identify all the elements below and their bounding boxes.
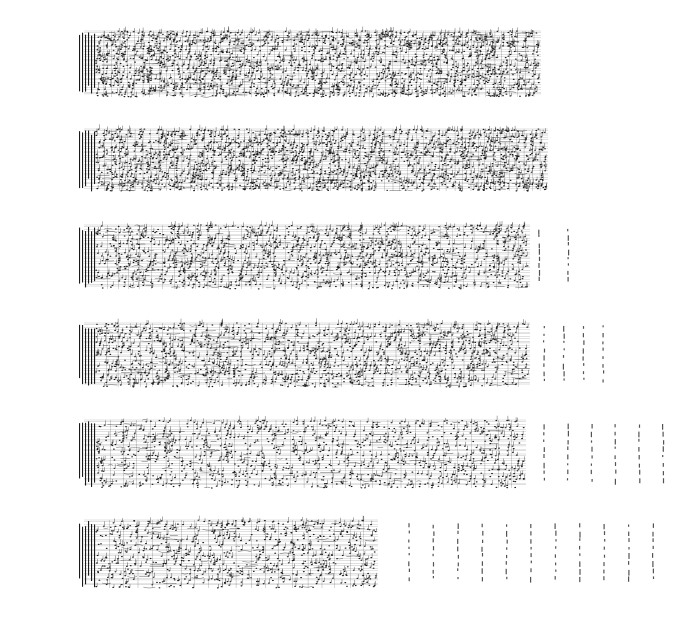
- score-strip-row-1: [78, 28, 541, 100]
- score-strip-row-6: [78, 517, 378, 591]
- score-strip-row-4: [78, 320, 530, 390]
- score-strip-row-4-graphic: [78, 320, 530, 390]
- score-strip-row-2-graphic: [78, 126, 548, 194]
- staff-stubs-row-6: [405, 520, 655, 590]
- score-strip-row-3-graphic: [78, 222, 530, 292]
- score-strip-row-3: [78, 222, 530, 292]
- staff-stubs-row-4-graphic: [540, 322, 605, 392]
- staff-stubs-row-4: [540, 322, 605, 392]
- staff-stubs-row-3: [535, 225, 570, 290]
- staff-stubs-row-5: [540, 420, 665, 492]
- score-strip-row-1-graphic: [78, 28, 541, 100]
- staff-stubs-row-5-graphic: [540, 420, 665, 492]
- score-strip-row-5: [78, 417, 526, 491]
- score-strip-row-2: [78, 126, 548, 194]
- staff-stubs-row-3-graphic: [535, 225, 570, 290]
- score-strip-row-5-graphic: [78, 417, 526, 491]
- staff-stubs-row-6-graphic: [405, 520, 655, 590]
- score-strip-row-6-graphic: [78, 517, 378, 591]
